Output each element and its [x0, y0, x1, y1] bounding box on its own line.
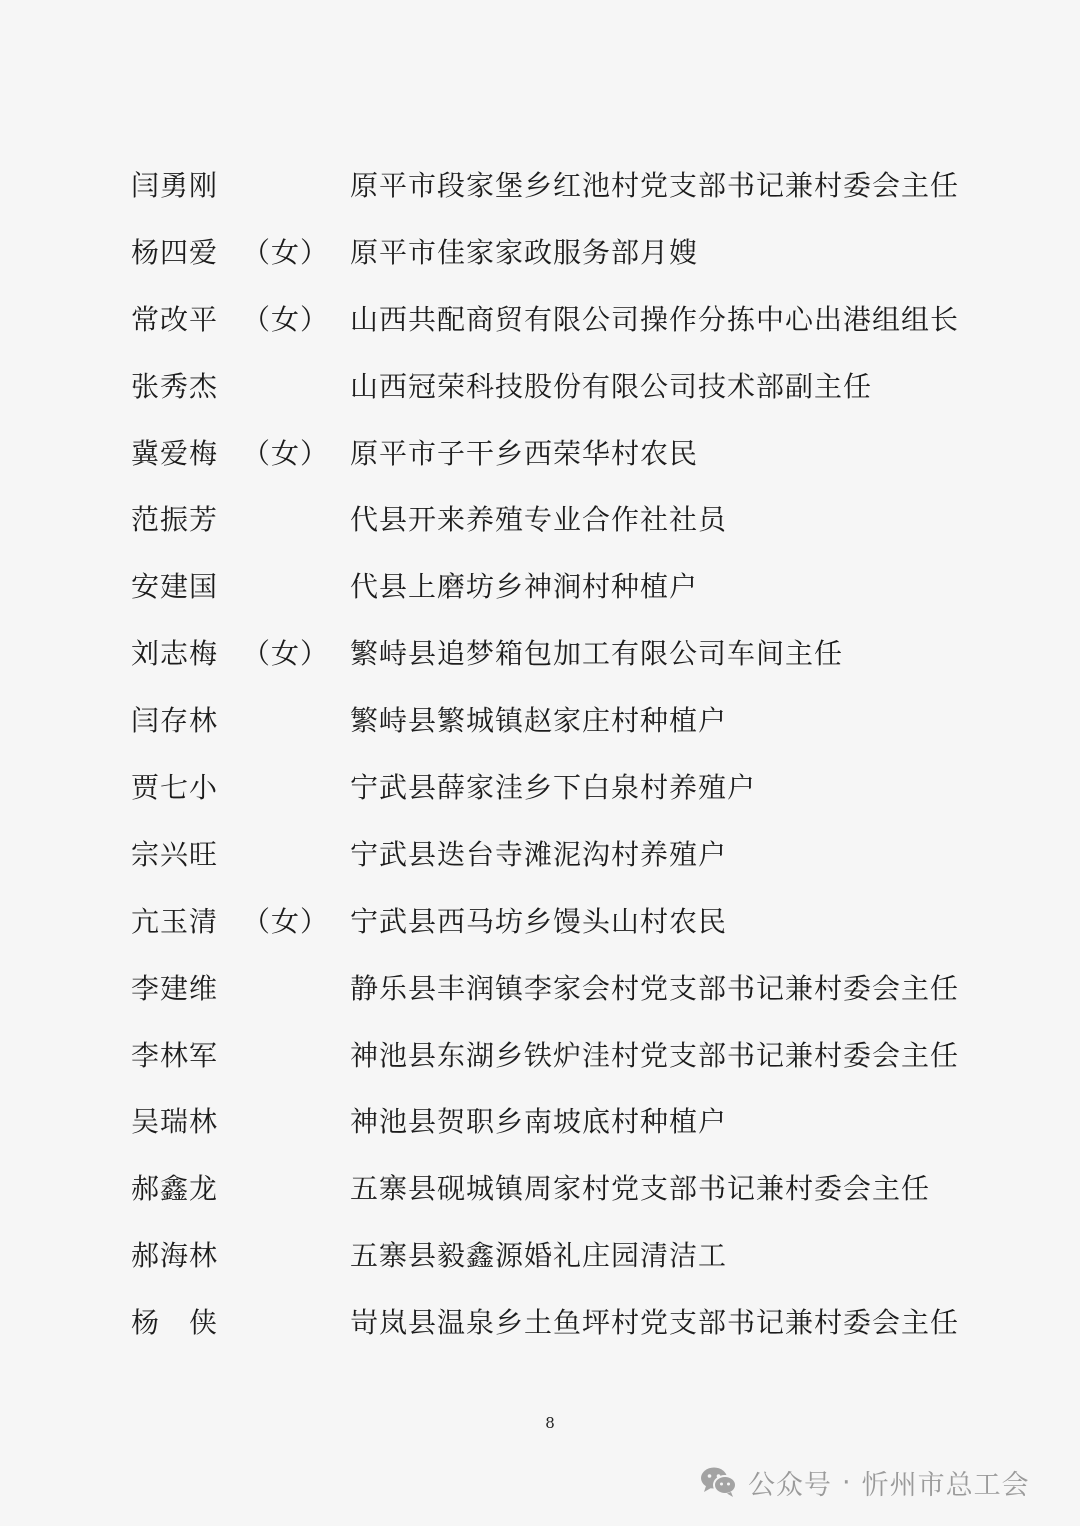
person-title: 五寨县毅鑫源婚礼庄园清洁工	[350, 1239, 728, 1273]
list-item	[0, 1223, 1080, 1290]
watermark	[700, 1460, 1030, 1504]
person-title: 神池县贺职乡南坡底村种植户	[350, 1105, 728, 1139]
person-name: 李林军	[131, 1038, 219, 1072]
list-item	[0, 220, 1080, 287]
list-item	[0, 153, 1080, 220]
list-item	[0, 956, 1080, 1023]
person-title: 繁峙县追梦箱包加工有限公司车间主任	[350, 637, 844, 671]
person-title: 岢岚县温泉乡土鱼坪村党支部书记兼村委会主任	[350, 1306, 960, 1340]
person-title: 宁武县迭台寺滩泥沟村养殖户	[350, 837, 728, 871]
list-item	[0, 755, 1080, 822]
gender-note: （女）	[242, 436, 330, 470]
person-title: 静乐县丰润镇李家会村党支部书记兼村委会主任	[350, 971, 960, 1005]
person-name: 郝海林	[131, 1239, 219, 1273]
list-item	[0, 1089, 1080, 1156]
list-item	[0, 487, 1080, 554]
person-name: 亢玉清	[131, 904, 219, 938]
wechat-icon	[700, 1466, 738, 1498]
person-title: 宁武县薛家洼乡下白泉村养殖户	[350, 771, 757, 805]
list-item	[0, 287, 1080, 354]
list-item	[0, 822, 1080, 889]
list-item	[0, 421, 1080, 488]
person-name: 杨四爱	[131, 235, 219, 269]
person-title: 代县开来养殖专业合作社社员	[350, 503, 728, 537]
person-name: 冀爱梅	[131, 436, 219, 470]
person-name: 贾七小	[131, 771, 219, 805]
person-title: 山西共配商贸有限公司操作分拣中心出港组组长	[350, 302, 960, 336]
person-title: 山西冠荣科技股份有限公司技术部副主任	[350, 369, 873, 403]
person-title: 神池县东湖乡铁炉洼村党支部书记兼村委会主任	[350, 1038, 960, 1072]
person-name: 杨 侠	[131, 1306, 219, 1340]
person-name: 闫存林	[131, 704, 219, 738]
honoree-list	[0, 153, 1080, 1357]
person-name: 吴瑞林	[131, 1105, 219, 1139]
gender-note: （女）	[242, 904, 330, 938]
person-name: 闫勇刚	[131, 169, 219, 202]
gender-note: （女）	[242, 235, 330, 269]
watermark-account: 忻州市总工会	[861, 1469, 1030, 1501]
person-title: 原平市段家堡乡红池村党支部书记兼村委会主任	[350, 169, 960, 202]
gender-note: （女）	[242, 637, 330, 671]
list-item	[0, 1156, 1080, 1223]
person-title: 繁峙县繁城镇赵家庄村种植户	[350, 704, 728, 738]
list-item	[0, 1023, 1080, 1090]
person-name: 刘志梅	[131, 637, 219, 671]
person-title: 宁武县西马坊乡馒头山村农民	[350, 904, 728, 938]
person-name: 安建国	[131, 570, 219, 604]
watermark-separator: ·	[842, 1466, 852, 1498]
person-name: 常改平	[131, 302, 219, 336]
person-title: 五寨县砚城镇周家村党支部书记兼村委会主任	[350, 1172, 931, 1206]
gender-note: （女）	[242, 302, 330, 336]
person-title: 原平市佳家家政服务部月嫂	[350, 235, 699, 269]
list-item	[0, 354, 1080, 421]
list-item	[0, 889, 1080, 956]
watermark-label: 公众号	[748, 1469, 832, 1501]
person-name: 李建维	[131, 971, 219, 1005]
list-item	[0, 621, 1080, 688]
person-name: 张秀杰	[131, 369, 219, 403]
page-number: 8	[545, 1414, 555, 1432]
person-name: 范振芳	[131, 503, 219, 537]
person-name: 宗兴旺	[131, 837, 219, 871]
person-title: 代县上磨坊乡神涧村种植户	[350, 570, 699, 604]
list-item	[0, 1290, 1080, 1357]
list-item	[0, 554, 1080, 621]
list-item	[0, 688, 1080, 755]
person-title: 原平市子干乡西荣华村农民	[350, 436, 699, 470]
person-name: 郝鑫龙	[131, 1172, 219, 1206]
